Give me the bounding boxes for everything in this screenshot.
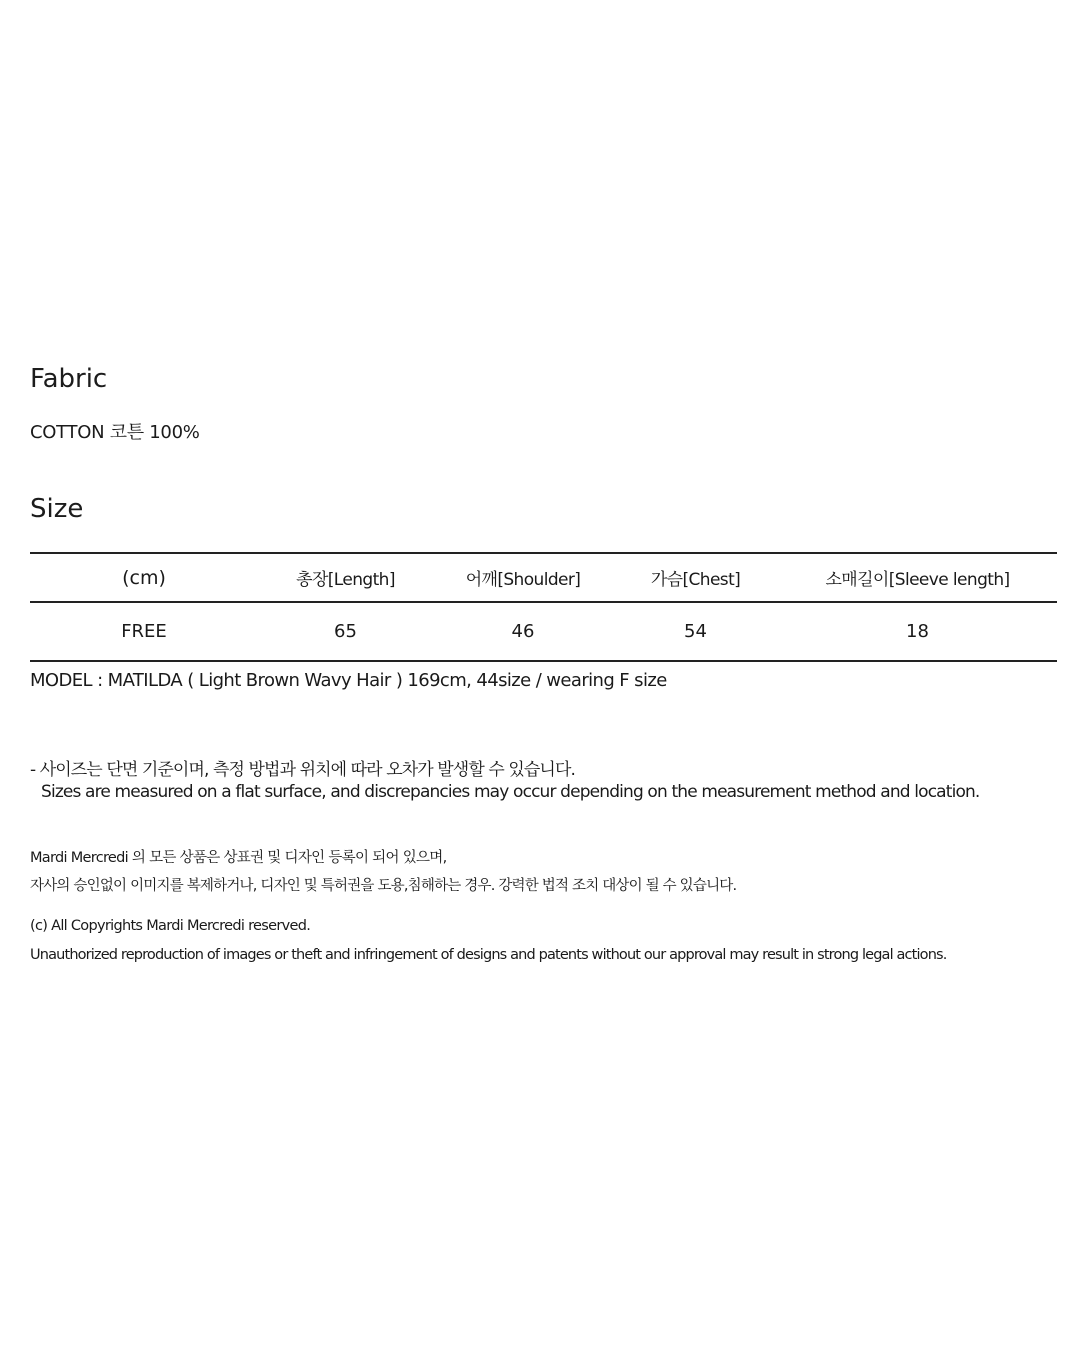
sleeve-length-cell: 18	[778, 602, 1057, 661]
size-note-english: Sizes are measured on a flat surface, and discrepancies may occur depending on the measurement method and location.	[41, 782, 980, 802]
legal-notice-line-2: 자사의 승인없이 이미지를 복제하거나, 디자인 및 특허권을 도용,침해하는 경우. 강력한 법적 조치 대상이 될 수 있습니다.	[30, 878, 737, 894]
size-label-cell: FREE	[30, 602, 258, 661]
shoulder-cell: 46	[433, 602, 613, 661]
legal-notice-line-1: Mardi Mercredi 의 모든 상품은 상표권 및 디자인 등록이 되어 있으며,	[30, 850, 447, 866]
length-cell: 65	[258, 602, 433, 661]
size-table-header-row	[30, 553, 1057, 602]
size-heading: Size	[30, 494, 84, 524]
column-header-sleeve-length: 소매길이[Sleeve length]	[778, 553, 1057, 602]
table-row	[30, 602, 1057, 661]
fabric-value: COTTON 코튼 100%	[30, 422, 200, 443]
copyright-notice: (c) All Copyrights Mardi Mercredi reserved.	[30, 918, 311, 934]
fabric-heading: Fabric	[30, 364, 108, 394]
column-header-unit: (cm)	[30, 553, 258, 602]
column-header-chest: 가슴[Chest]	[613, 553, 778, 602]
unauthorized-use-notice: Unauthorized reproduction of images or theft and infringement of designs and patents without our approval may result in strong legal actions.	[30, 947, 947, 963]
column-header-shoulder: 어깨[Shoulder]	[433, 553, 613, 602]
size-table	[30, 552, 1057, 662]
size-note-korean: - 사이즈는 단면 기준이며, 측정 방법과 위치에 따라 오차가 발생할 수 있습니다.	[30, 760, 575, 780]
column-header-length: 총장[Length]	[258, 553, 433, 602]
model-info: MODEL : MATILDA ( Light Brown Wavy Hair ) 169cm, 44size / wearing F size	[30, 670, 667, 691]
chest-cell: 54	[613, 602, 778, 661]
